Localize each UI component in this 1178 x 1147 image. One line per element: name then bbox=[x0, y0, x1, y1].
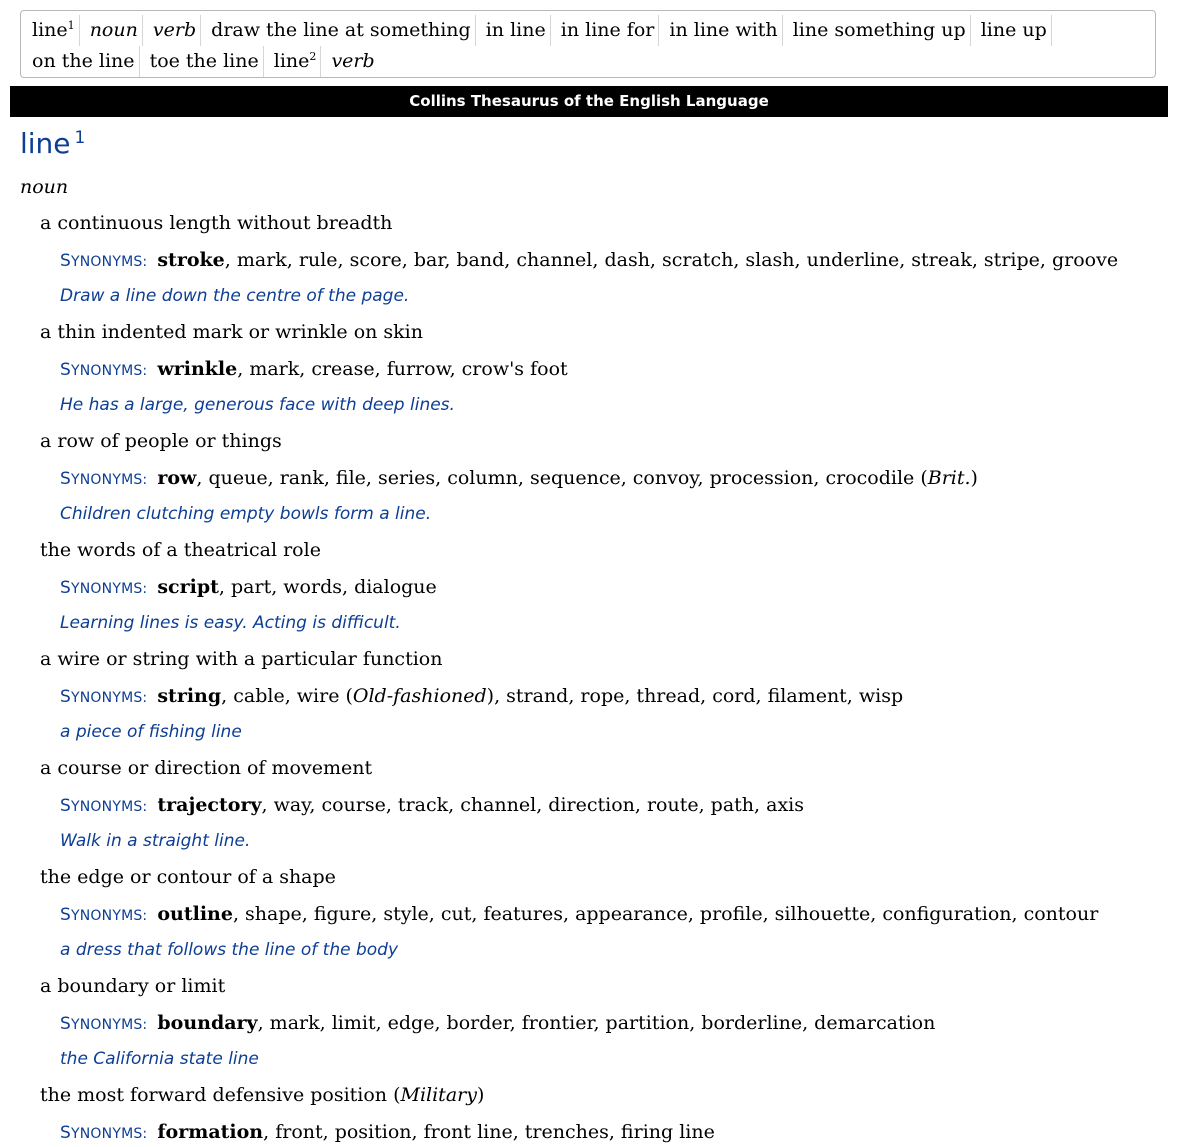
synonyms-label-initial: S bbox=[60, 687, 71, 707]
example-sentence: Children clutching empty bowls form a line. bbox=[60, 504, 432, 524]
synonyms-label-initial: S bbox=[60, 796, 71, 816]
nav-link[interactable] bbox=[561, 15, 660, 46]
nav-link[interactable] bbox=[150, 46, 264, 77]
example-sentence: a dress that follows the line of the body bbox=[60, 940, 399, 960]
headword-text: line bbox=[20, 127, 71, 160]
synonyms-label bbox=[60, 905, 148, 925]
sense-item bbox=[40, 864, 1170, 963]
example-sentence: He has a large, generous face with deep lines. bbox=[60, 395, 455, 415]
synonym-list-tail: ), strand, rope, thread, cord, filament, wisp bbox=[486, 685, 904, 707]
synonyms-label-rest: YNONYMS: bbox=[71, 254, 148, 270]
synonym-primary[interactable]: formation bbox=[157, 1121, 264, 1143]
sense-item bbox=[40, 646, 1170, 745]
synonyms-label bbox=[60, 1123, 148, 1143]
synonyms-label-initial: S bbox=[60, 1123, 71, 1143]
synonyms-label-initial: S bbox=[60, 905, 71, 925]
nav-link[interactable] bbox=[669, 15, 782, 46]
synonyms-label-rest: YNONYMS: bbox=[71, 1126, 148, 1142]
nav-link-word: line up bbox=[980, 19, 1047, 41]
nav-link[interactable] bbox=[90, 15, 143, 46]
sense-definition bbox=[40, 537, 1170, 563]
sense-definition bbox=[40, 864, 1170, 890]
nav-link-pos: noun bbox=[89, 19, 138, 41]
nav-link-word: toe the line bbox=[149, 50, 259, 72]
synonyms-label-rest: YNONYMS: bbox=[71, 799, 148, 815]
synonyms-label bbox=[60, 360, 148, 380]
example-sentence: Learning lines is easy. Acting is difficult. bbox=[60, 613, 401, 633]
synonym-list: , way, course, track, channel, direction, route, path, axis bbox=[261, 794, 804, 816]
nav-link-word: in line for bbox=[560, 19, 655, 41]
synonym-primary[interactable]: trajectory bbox=[157, 794, 262, 816]
part-of-speech: noun bbox=[20, 176, 69, 198]
example-sentence: the California state line bbox=[60, 1049, 259, 1069]
synonym-list: , part, words, dialogue bbox=[218, 576, 437, 598]
synonym-list: , shape, figure, style, cut, features, appearance, profile, silhouette, configuration, contour bbox=[232, 903, 1099, 925]
sense-definition bbox=[40, 755, 1170, 781]
nav-link[interactable] bbox=[793, 15, 971, 46]
sense-definition bbox=[40, 646, 1170, 672]
synonym-primary[interactable]: outline bbox=[157, 903, 233, 925]
synonym-primary[interactable]: row bbox=[157, 467, 197, 489]
related-entries-nav bbox=[20, 10, 1156, 78]
usage-label: Brit. bbox=[927, 467, 971, 489]
synonym-primary[interactable]: string bbox=[157, 685, 222, 707]
synonym-primary[interactable]: boundary bbox=[157, 1012, 258, 1034]
nav-link-word: draw the line at something bbox=[211, 19, 471, 41]
nav-link-word: line bbox=[32, 19, 68, 41]
synonym-primary[interactable]: stroke bbox=[157, 249, 225, 271]
sense-item bbox=[40, 319, 1170, 418]
synonyms-label-initial: S bbox=[60, 1014, 71, 1034]
example-sentence: Draw a line down the centre of the page. bbox=[60, 286, 410, 306]
definition-text: a wire or string with a particular function bbox=[40, 648, 443, 670]
synonyms-label bbox=[60, 796, 148, 816]
definition-text: a course or direction of movement bbox=[40, 757, 373, 779]
nav-link[interactable] bbox=[32, 15, 80, 46]
synonyms-row bbox=[60, 901, 1170, 927]
nav-link-homograph: 1 bbox=[67, 19, 75, 32]
synonyms-label-rest: YNONYMS: bbox=[71, 1017, 148, 1033]
definition-tail: ) bbox=[476, 1084, 485, 1106]
synonyms-label bbox=[60, 687, 148, 707]
synonyms-label bbox=[60, 251, 148, 271]
nav-link-pos: verb bbox=[331, 50, 375, 72]
synonym-list: , front, position, front line, trenches, firing line bbox=[263, 1121, 715, 1143]
synonym-list: , mark, rule, score, bar, band, channel, dash, scratch, slash, underline, streak, stripe, groove bbox=[224, 249, 1119, 271]
nav-link-word: in line with bbox=[669, 19, 778, 41]
example-sentence: Walk in a straight line. bbox=[60, 831, 251, 851]
nav-link-word: line something up bbox=[792, 19, 966, 41]
definition-text: a continuous length without breadth bbox=[40, 212, 393, 234]
synonym-list: , cable, wire ( bbox=[221, 685, 353, 707]
nav-link-word: line bbox=[273, 50, 310, 72]
example-sentence: a piece of fishing line bbox=[60, 722, 242, 742]
sense-list bbox=[40, 210, 1170, 1145]
synonym-list: , mark, crease, furrow, crow's foot bbox=[237, 358, 568, 380]
sense-item bbox=[40, 1082, 1170, 1145]
synonyms-label bbox=[60, 578, 148, 598]
definition-text: the most forward defensive position ( bbox=[40, 1084, 401, 1106]
synonyms-label-initial: S bbox=[60, 360, 71, 380]
homograph-number: 1 bbox=[74, 128, 86, 148]
sense-definition bbox=[40, 1082, 1170, 1108]
synonyms-label bbox=[60, 1014, 148, 1034]
synonyms-row bbox=[60, 1010, 1170, 1036]
nav-link[interactable] bbox=[981, 15, 1052, 46]
nav-link-word: in line bbox=[485, 19, 546, 41]
synonyms-label-rest: YNONYMS: bbox=[71, 581, 148, 597]
synonyms-label-initial: S bbox=[60, 469, 71, 489]
definition-text: a boundary or limit bbox=[40, 975, 226, 997]
synonyms-row bbox=[60, 683, 1170, 709]
definition-text: the edge or contour of a shape bbox=[40, 866, 336, 888]
sense-definition bbox=[40, 973, 1170, 999]
synonyms-row bbox=[60, 792, 1170, 818]
synonym-list-tail: ) bbox=[970, 467, 978, 489]
synonyms-row bbox=[60, 574, 1170, 600]
sense-item bbox=[40, 428, 1170, 527]
nav-link-homograph: 2 bbox=[309, 50, 317, 63]
synonym-list: , mark, limit, edge, border, frontier, partition, borderline, demarcation bbox=[257, 1012, 936, 1034]
nav-link-word: on the line bbox=[32, 50, 135, 72]
synonyms-label-initial: S bbox=[60, 578, 71, 598]
sense-item bbox=[40, 755, 1170, 854]
synonyms-label-rest: YNONYMS: bbox=[71, 690, 148, 706]
source-banner: Collins Thesaurus of the English Language bbox=[10, 86, 1168, 117]
nav-link[interactable] bbox=[153, 15, 201, 46]
nav-link[interactable] bbox=[486, 15, 551, 46]
nav-link[interactable] bbox=[331, 46, 378, 77]
synonym-primary[interactable]: script bbox=[157, 576, 219, 598]
definition-text: a thin indented mark or wrinkle on skin bbox=[40, 321, 423, 343]
nav-link[interactable] bbox=[32, 46, 140, 77]
nav-link[interactable] bbox=[274, 46, 322, 77]
sense-definition bbox=[40, 319, 1170, 345]
sense-item bbox=[40, 210, 1170, 309]
synonyms-label-rest: YNONYMS: bbox=[71, 908, 148, 924]
nav-link[interactable] bbox=[211, 15, 476, 46]
synonyms-label-initial: S bbox=[60, 251, 71, 271]
usage-label: Old-fashioned bbox=[352, 685, 487, 707]
synonyms-row bbox=[60, 1119, 1170, 1145]
synonyms-row bbox=[60, 465, 1170, 491]
definition-text: a row of people or things bbox=[40, 430, 282, 452]
synonyms-label-rest: YNONYMS: bbox=[71, 363, 148, 379]
sense-item bbox=[40, 973, 1170, 1072]
sense-definition bbox=[40, 210, 1170, 236]
synonyms-row bbox=[60, 247, 1170, 273]
synonyms-row bbox=[60, 356, 1170, 382]
definition-text: the words of a theatrical role bbox=[40, 539, 321, 561]
synonym-list: , queue, rank, file, series, column, sequence, convoy, procession, crocodile ( bbox=[196, 467, 928, 489]
sense-item bbox=[40, 537, 1170, 636]
synonym-primary[interactable]: wrinkle bbox=[157, 358, 238, 380]
usage-label: Military bbox=[400, 1084, 477, 1106]
headword bbox=[20, 126, 85, 162]
synonyms-label bbox=[60, 469, 148, 489]
synonyms-label-rest: YNONYMS: bbox=[71, 472, 148, 488]
nav-link-pos: verb bbox=[152, 19, 197, 41]
sense-definition bbox=[40, 428, 1170, 454]
